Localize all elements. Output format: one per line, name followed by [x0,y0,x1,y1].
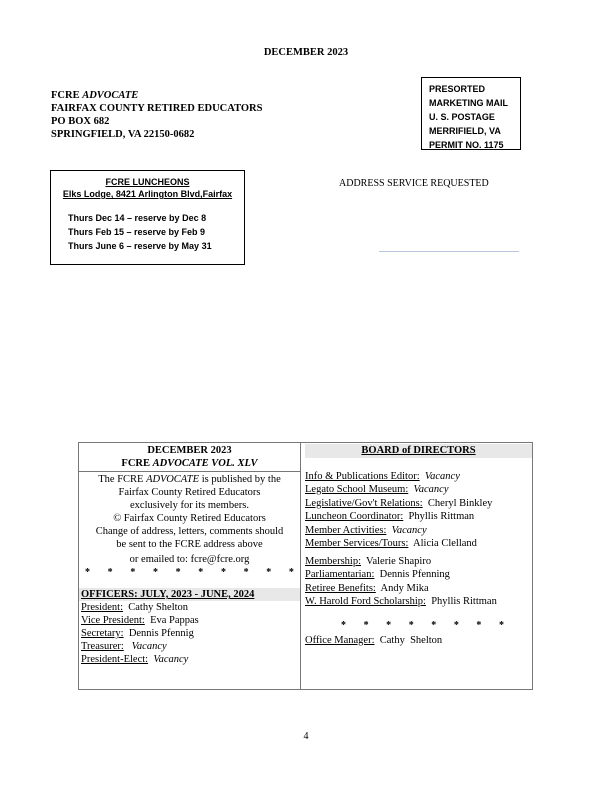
star: * [431,619,437,631]
board-role: Membership: [305,555,361,567]
star: * [152,567,158,578]
board-name: Vacancy [419,470,460,482]
board-name: Phyllis Rittman [403,511,475,522]
board-role: Parliamentarian: [305,569,375,580]
board-row [305,555,532,569]
board-row [305,470,532,484]
board-heading: BOARD of DIRECTORS [305,444,532,458]
officer-role: Treasurer: [81,641,124,652]
publisher-line-3: exclusively for its members. [130,500,249,511]
star: * [85,567,90,578]
change-line-2: be sent to the FCRE address above [116,539,263,550]
masthead-column [79,444,300,666]
officers-list [79,601,300,666]
board-row [305,497,532,511]
copyright-line: © Fairfax County Retired Educators [113,513,266,524]
officer-row [81,614,300,627]
star-divider [79,566,300,579]
officer-name: Vacancy [123,641,167,652]
board-role: Info & Publications Editor: [305,470,420,482]
star: * [341,619,346,631]
masthead-rule [79,471,300,472]
page-number: 4 [303,731,309,742]
postage-line: U. S. POSTAGE [429,112,495,122]
star: * [266,567,272,578]
officer-role: President-Elect: [81,654,149,665]
luncheon-date-item: Thurs June 6 – reserve by May 31 [68,241,212,251]
star: * [107,567,113,578]
volume-prefix: FCRE [121,458,153,469]
board-role: Member Activities: [305,524,387,536]
luncheon-box [50,170,245,265]
return-address-line-1 [51,89,262,102]
return-address-line-2: FAIRFAX COUNTY RETIRED EDUCATORS [51,103,263,114]
star: * [498,619,504,631]
postage-line: MARKETING MAIL [429,98,508,108]
board-list-b [305,555,532,609]
officer-row [81,601,300,614]
luncheon-date-item: Thurs Feb 15 – reserve by Feb 9 [68,227,206,237]
board-row [305,524,532,538]
officer-row [81,653,300,666]
star: * [198,567,204,578]
board-list-a [305,470,532,551]
board-name: Phyllis Rittman [425,596,497,607]
officer-row [81,627,300,640]
board-row [305,510,532,524]
board-role: W. Harold Ford Scholarship: [305,596,426,607]
board-row [305,537,532,551]
luncheon-title: FCRE LUNCHEONS [105,177,190,187]
board-role: Legislative/Gov't Relations: [305,497,423,509]
postage-line: MERRIFIELD, VA [429,126,501,136]
luncheon-dates [68,211,244,253]
board-row [305,595,532,609]
luncheon-date-item: Thurs Dec 14 – reserve by Dec 8 [68,213,207,223]
board-name: Vacancy [408,484,449,495]
luncheon-venue: Elks Lodge, 8421 Arlington Blvd,Fairfax [62,189,233,199]
officer-name: Dennis Pfennig [123,628,194,639]
volume-italic: ADVOCATE VOL. XLV [152,458,258,469]
star: * [243,567,249,578]
email-line: or emailed to: fcre@fcre.org [129,554,250,565]
board-name: Andy Mika [375,582,429,594]
board-name: Alicia Clelland [408,538,477,549]
return-address-line-3: PO BOX 682 [51,116,110,127]
star: * [288,567,294,578]
officer-role: Vice President: [81,615,145,626]
board-name: Vacancy [386,524,427,536]
star: * [220,567,226,578]
board-row [305,568,532,582]
star: * [476,619,482,631]
postage-indicia [421,77,521,150]
board-role: Legato School Museum: [305,484,409,495]
postage-line: PRESORTED [429,84,486,94]
publication-name: ADVOCATE [82,90,139,101]
org-prefix: FCRE [51,90,83,101]
board-role: Member Services/Tours: [305,538,409,549]
board-role: Luncheon Coordinator: [305,511,404,522]
officers-heading: OFFICERS: JULY, 2023 - JUNE, 2024 [79,588,300,601]
officer-name: Eva Pappas [144,615,199,626]
newsletter-date: DECEMBER 2023 [263,47,349,58]
board-column [305,444,532,648]
board-role: Retiree Benefits: [305,582,376,594]
star: * [130,567,136,578]
officer-role: President: [81,602,123,613]
office-manager-row [305,634,532,648]
pub-pre: The FCRE [98,474,147,485]
pub-italic: ADVOCATE [146,474,200,485]
board-row [305,483,532,497]
board-name: Cheryl Binkley [422,497,493,509]
officer-name: Cathy Shelton [123,602,189,613]
publisher-line-1 [79,473,300,486]
publisher-line-2: Fairfax County Retired Educators [118,487,261,498]
address-line [379,251,519,252]
star: * [386,619,392,631]
return-address [51,89,262,141]
masthead-date: DECEMBER 2023 [147,445,232,456]
star: * [453,619,459,631]
star: * [175,567,181,578]
masthead-volume [79,457,300,470]
star: * [408,619,414,631]
office-manager-name: Cathy Shelton [374,635,443,646]
board-row [305,582,532,596]
address-service-requested: ADDRESS SERVICE REQUESTED [339,178,489,189]
pub-post: is published by the [199,474,281,485]
officer-name: Vacancy [148,654,189,665]
officer-role: Secretary: [81,628,124,639]
change-line-1: Change of address, letters, comments should [95,526,284,537]
column-divider [300,442,301,690]
star-divider [305,619,532,633]
officer-row [81,640,300,653]
postage-line: PERMIT NO. 1175 [429,140,504,150]
board-name: Dennis Pfenning [374,569,450,580]
return-address-line-4: SPRINGFIELD, VA 22150-0682 [51,129,195,140]
star: * [363,619,369,631]
office-manager-role: Office Manager: [305,635,375,646]
board-name: Valerie Shapiro [361,555,432,567]
